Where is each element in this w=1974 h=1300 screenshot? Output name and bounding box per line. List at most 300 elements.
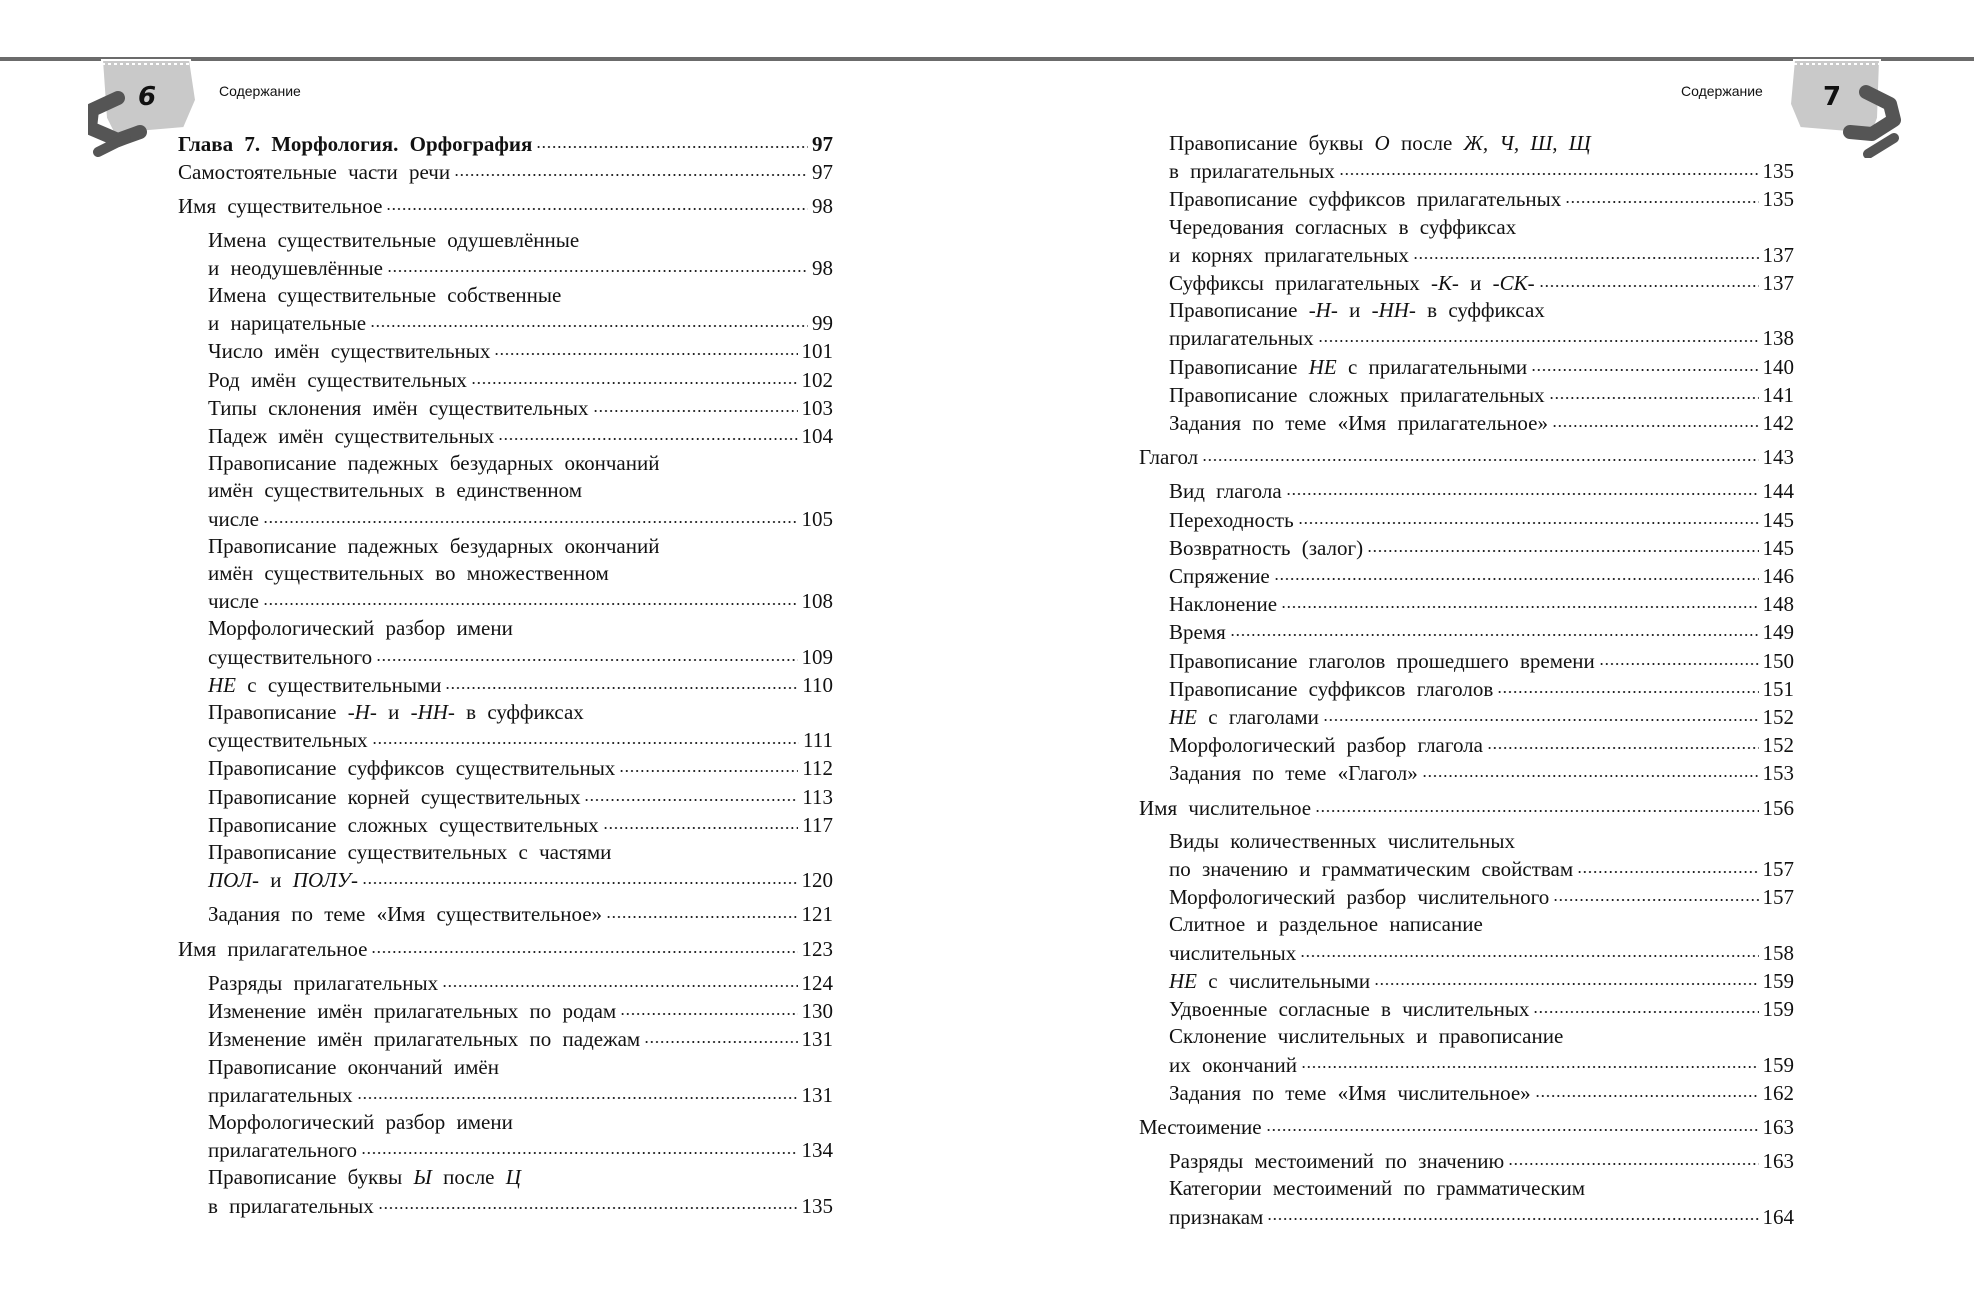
italic-term: НЕ xyxy=(208,672,236,697)
title-part: Суффиксы прилагательных xyxy=(1169,271,1431,296)
toc-section xyxy=(178,935,833,963)
dot-leader xyxy=(1539,269,1759,290)
dot-leader xyxy=(370,309,808,330)
toc-page-number: 137 xyxy=(1762,242,1794,267)
toc-entry-title: Местоимение xyxy=(1139,1114,1262,1139)
dot-leader xyxy=(1422,759,1759,780)
toc-entry-line xyxy=(1169,675,1794,703)
toc-entry xyxy=(1139,618,1794,646)
toc-entry-line xyxy=(208,394,833,422)
toc-page-number: 153 xyxy=(1762,761,1794,786)
toc-page-number: 163 xyxy=(1762,1114,1794,1139)
toc-entry-line xyxy=(1169,703,1794,731)
dot-leader xyxy=(1339,157,1759,178)
dot-leader xyxy=(593,394,798,415)
title-part: с прилагательными xyxy=(1336,354,1528,379)
dot-leader xyxy=(1374,967,1758,988)
toc-entry-line xyxy=(1169,647,1794,675)
toc-page-number: 124 xyxy=(801,970,833,995)
toc-entry-title: Имя прилагательное xyxy=(178,936,368,961)
toc-entry-line xyxy=(208,969,833,997)
toc-entry-line xyxy=(1169,506,1794,534)
toc-entry xyxy=(1139,477,1794,505)
dot-leader xyxy=(1300,939,1758,960)
toc-entry-title: Правописание существительных с частями xyxy=(208,840,612,865)
toc-entry-title: Чередования согласных в суффиксах xyxy=(1169,214,1517,239)
toc-entry-title: Правописание окончаний имён xyxy=(208,1054,499,1079)
toc-entry-line xyxy=(1169,1203,1794,1231)
italic-term: -НН- xyxy=(410,700,455,725)
toc-entry-line xyxy=(1169,939,1794,967)
toc-entry xyxy=(1139,967,1794,995)
dot-leader xyxy=(1274,562,1759,583)
toc-entry xyxy=(1139,185,1794,213)
toc-entry xyxy=(1139,675,1794,703)
toc-entry xyxy=(1139,647,1794,675)
left-toc-column xyxy=(178,130,833,1220)
toc-entry-line xyxy=(208,997,833,1025)
dot-leader xyxy=(1535,1079,1759,1100)
title-part: Правописание xyxy=(208,700,348,725)
toc-entry-line xyxy=(1169,241,1794,269)
toc-entry-title: существительного xyxy=(208,644,373,669)
toc-page-number: 142 xyxy=(1762,411,1794,436)
toc-page-number: 144 xyxy=(1762,479,1794,504)
toc-entry-line xyxy=(208,671,833,699)
dot-leader xyxy=(1367,534,1758,555)
toc-entry-title: Задания по теме «Имя прилагательное» xyxy=(1169,411,1548,436)
dot-leader xyxy=(603,811,799,832)
toc-entry-title: и неодушевлённые xyxy=(208,255,383,280)
toc-page-number: 112 xyxy=(802,756,833,781)
toc-entry xyxy=(178,533,833,616)
dot-leader xyxy=(644,1025,797,1046)
toc-page-number: 99 xyxy=(812,311,833,336)
dot-leader xyxy=(1202,443,1758,464)
title-part: после xyxy=(431,1165,506,1190)
toc-entry-title: имён существительных во множественном xyxy=(208,561,609,586)
toc-page-number: 150 xyxy=(1762,648,1794,673)
toc-entry xyxy=(1139,1175,1794,1230)
toc-page-number: 113 xyxy=(802,784,833,809)
toc-page-number: 164 xyxy=(1762,1204,1794,1229)
toc-page-number: 138 xyxy=(1762,326,1794,351)
toc-entry-title: Правописание суффиксов глаголов xyxy=(1169,676,1494,701)
toc-page-number: 121 xyxy=(801,902,833,927)
toc-entry xyxy=(178,969,833,997)
dot-leader xyxy=(606,900,797,921)
dot-leader xyxy=(1553,883,1758,904)
italic-term: -СК- xyxy=(1492,271,1535,296)
toc-entry-title: Задания по теме «Имя существительное» xyxy=(208,902,603,927)
dot-leader xyxy=(263,587,798,608)
dot-leader xyxy=(263,505,798,526)
dot-leader xyxy=(1315,794,1758,815)
italic-term: НЕ xyxy=(1308,354,1337,379)
toc-entry-line xyxy=(1169,1079,1794,1107)
toc-page-number: 104 xyxy=(801,424,833,449)
toc-page-number: 105 xyxy=(801,506,833,531)
toc-entry-line xyxy=(208,254,833,282)
dot-leader xyxy=(361,1136,797,1157)
toc-entry-line xyxy=(208,422,833,450)
toc-entry-title xyxy=(208,867,358,894)
dot-leader xyxy=(1298,506,1759,527)
italic-term: ПОЛ- xyxy=(208,868,260,893)
toc-entry xyxy=(178,839,833,894)
toc-entry xyxy=(178,671,833,699)
toc-entry-title: признакам xyxy=(1169,1204,1264,1229)
toc-entry xyxy=(1139,562,1794,590)
toc-entry-line xyxy=(1169,562,1794,590)
toc-entry-title: в прилагательных xyxy=(208,1193,374,1218)
toc-page-number: 146 xyxy=(1762,564,1794,589)
toc-entry-title: Правописание падежных безударных окончаний xyxy=(208,451,660,476)
toc-chapter xyxy=(178,130,833,158)
dot-leader xyxy=(1301,1051,1759,1072)
toc-page-number: 151 xyxy=(1762,676,1794,701)
toc-section xyxy=(1139,1113,1794,1141)
title-part: с глаголами xyxy=(1197,705,1319,730)
dot-leader xyxy=(1267,1203,1758,1224)
toc-entry-title: числе xyxy=(208,589,259,614)
toc-entry-line xyxy=(208,1025,833,1053)
toc-entry-title: числе xyxy=(208,506,259,531)
title-part: Правописание буквы xyxy=(1169,131,1375,155)
toc-page-number: 111 xyxy=(803,728,833,753)
toc-entry-line xyxy=(1139,794,1794,822)
toc-entry-line xyxy=(208,505,833,533)
toc-entry-title: Категории местоимений по грамматическим xyxy=(1169,1176,1585,1201)
toc-entry xyxy=(1139,506,1794,534)
toc-page-number: 109 xyxy=(801,644,833,669)
toc-entry xyxy=(1139,1147,1794,1175)
title-part: в суффиксах xyxy=(1415,298,1545,323)
toc-entry-title xyxy=(208,672,441,699)
toc-entry-title: Морфологический разбор глагола xyxy=(1169,733,1483,758)
toc-entry-line xyxy=(178,935,833,963)
toc-entry-line xyxy=(208,866,833,894)
toc-entry xyxy=(1139,353,1794,381)
title-part: и xyxy=(1458,271,1493,296)
toc-entry-title: Задания по теме «Имя числительное» xyxy=(1169,1080,1531,1105)
toc-entry-line xyxy=(208,1081,833,1109)
toc-entry-title: прилагательных xyxy=(1169,326,1314,351)
dot-leader xyxy=(619,754,798,775)
toc-page-number: 143 xyxy=(1762,445,1794,470)
toc-page-number: 108 xyxy=(801,589,833,614)
toc-entry-title xyxy=(1169,270,1535,297)
toc-entry-title xyxy=(1169,354,1527,381)
toc-page-number: 137 xyxy=(1762,271,1794,296)
toc-entry-line xyxy=(1169,731,1794,759)
dot-leader xyxy=(1549,381,1759,402)
italic-term: О xyxy=(1374,131,1390,155)
toc-entry xyxy=(1139,130,1794,185)
toc-entry-title: прилагательного xyxy=(208,1138,358,1163)
toc-entry-line xyxy=(1169,855,1794,883)
toc-entry-title: Имя числительное xyxy=(1139,795,1312,820)
toc-entry-line xyxy=(1169,297,1794,324)
dot-leader xyxy=(1533,995,1758,1016)
toc-entry-title: Задания по теме «Глагол» xyxy=(1169,761,1418,786)
toc-entry xyxy=(178,811,833,839)
italic-term: -НН- xyxy=(1371,298,1416,323)
toc-entry-line xyxy=(208,560,833,587)
toc-page-number: 162 xyxy=(1762,1080,1794,1105)
dot-leader xyxy=(387,254,808,275)
toc-entry-title: Глава 7. Морфология. Орфография xyxy=(178,132,533,156)
toc-entry-title: Слитное и раздельное написание xyxy=(1169,912,1483,937)
toc-entry-line xyxy=(208,337,833,365)
dot-leader xyxy=(1552,409,1759,430)
title-part: и xyxy=(376,700,411,725)
toc-page-number: 98 xyxy=(812,255,833,280)
toc-entry-title: Имена существительные собственные xyxy=(208,283,562,308)
dot-leader xyxy=(494,337,797,358)
toc-entry-title: Имена существительные одушевлённые xyxy=(208,227,580,252)
toc-page-number: 149 xyxy=(1762,620,1794,645)
toc-entry-title: Падеж имён существительных xyxy=(208,424,495,449)
italic-term: -К- xyxy=(1430,271,1459,296)
toc-entry xyxy=(1139,534,1794,562)
dot-leader xyxy=(371,935,797,956)
toc-entry xyxy=(178,1109,833,1164)
toc-entry-line xyxy=(208,533,833,560)
page-top-rule xyxy=(0,57,1974,61)
toc-entry xyxy=(178,366,833,394)
title-part: в суффиксах xyxy=(454,700,584,725)
toc-entry-line xyxy=(208,282,833,309)
dot-leader xyxy=(445,671,798,692)
toc-entry xyxy=(178,227,833,282)
toc-page-number: 131 xyxy=(801,1027,833,1052)
toc-entry-title: Вид глагола xyxy=(1169,479,1282,504)
toc-entry-title: их окончаний xyxy=(1169,1052,1297,1077)
toc-entry xyxy=(1139,703,1794,731)
dot-leader xyxy=(1413,241,1759,262)
toc-entry xyxy=(1139,828,1794,883)
toc-entry xyxy=(1139,883,1794,911)
toc-section xyxy=(178,158,833,186)
toc-page-number: 97 xyxy=(812,132,833,156)
toc-entry-line xyxy=(1169,911,1794,938)
toc-entry-line xyxy=(208,839,833,866)
toc-entry-title: Правописание падежных безударных окончаний xyxy=(208,533,660,558)
toc-entry-line xyxy=(1169,157,1794,185)
toc-page-number: 156 xyxy=(1762,795,1794,820)
right-page-number-tab xyxy=(1786,58,1901,163)
toc-entry xyxy=(178,422,833,450)
toc-entry-title: Род имён существительных xyxy=(208,367,467,392)
toc-entry xyxy=(178,1054,833,1109)
toc-page-number: 98 xyxy=(812,194,833,219)
dot-leader xyxy=(1508,1147,1758,1168)
toc-entry-line xyxy=(208,1054,833,1081)
toc-entry-title xyxy=(208,1165,521,1189)
toc-entry xyxy=(1139,381,1794,409)
toc-entry xyxy=(178,783,833,811)
toc-entry-title xyxy=(1169,968,1370,995)
italic-term: НЕ xyxy=(1169,968,1197,993)
toc-entry-title: Спряжение xyxy=(1169,564,1270,589)
italic-term: ПОЛУ- xyxy=(292,868,358,893)
toc-entry-title: Склонение числительных и правописание xyxy=(1169,1024,1564,1049)
toc-entry xyxy=(1139,1023,1794,1078)
toc-entry-line xyxy=(208,811,833,839)
toc-entry xyxy=(1139,731,1794,759)
title-part: Правописание xyxy=(1169,298,1309,323)
italic-term: -Н- xyxy=(1308,298,1338,323)
toc-entry-line xyxy=(208,754,833,782)
toc-entry-line xyxy=(1169,534,1794,562)
right-page-number: 7 xyxy=(1823,82,1842,112)
dot-leader xyxy=(498,422,797,443)
dot-leader xyxy=(1266,1113,1759,1134)
toc-page-number: 103 xyxy=(801,395,833,420)
toc-entry-line xyxy=(1169,759,1794,787)
dot-leader xyxy=(454,158,808,179)
toc-entry-title: Время xyxy=(1169,620,1226,645)
toc-entry-title: Самостоятельные части речи xyxy=(178,160,451,185)
dot-leader xyxy=(357,1081,798,1102)
toc-entry-title: Правописание сложных прилагательных xyxy=(1169,382,1545,407)
toc-section xyxy=(1139,794,1794,822)
toc-entry-line xyxy=(208,366,833,394)
toc-section xyxy=(1139,443,1794,471)
toc-page-number: 134 xyxy=(801,1138,833,1163)
toc-entry-title xyxy=(1169,298,1545,322)
toc-page-number: 163 xyxy=(1762,1149,1794,1174)
toc-entry-title: в прилагательных xyxy=(1169,159,1335,184)
dot-leader xyxy=(536,130,808,151)
toc-entry-line xyxy=(1169,1051,1794,1079)
toc-entry-title: Возвратность (залог) xyxy=(1169,535,1364,560)
toc-entry-line xyxy=(1169,828,1794,855)
toc-entry-title xyxy=(1169,131,1591,155)
dot-leader xyxy=(386,192,808,213)
toc-entry-line xyxy=(208,1109,833,1136)
toc-section xyxy=(178,192,833,220)
dot-leader xyxy=(1487,731,1759,752)
toc-entry xyxy=(178,699,833,754)
toc-entry-line xyxy=(1169,130,1794,157)
toc-entry-title: Глагол xyxy=(1139,445,1199,470)
toc-page-number: 145 xyxy=(1762,535,1794,560)
dot-leader xyxy=(378,1192,798,1213)
toc-entry-title: Правописание суффиксов существительных xyxy=(208,756,616,781)
dot-leader xyxy=(584,783,798,804)
toc-entry-title: Имя существительное xyxy=(178,194,383,219)
toc-entry-title: Наклонение xyxy=(1169,592,1278,617)
toc-entry-line xyxy=(1169,324,1794,352)
toc-entry-line xyxy=(1169,477,1794,505)
toc-entry-title: Разряды местоимений по значению xyxy=(1169,1149,1505,1174)
dot-leader xyxy=(362,866,798,887)
toc-entry-line xyxy=(178,158,833,186)
toc-entry-line xyxy=(1169,995,1794,1023)
toc-page-number: 157 xyxy=(1762,857,1794,882)
toc-entry-line xyxy=(178,130,833,158)
toc-entry-title: Морфологический разбор имени xyxy=(208,616,513,641)
right-toc-column xyxy=(1139,130,1794,1231)
toc-entry-title: Удвоенные согласные в числительных xyxy=(1169,997,1530,1022)
italic-term: Ц xyxy=(505,1165,521,1190)
toc-page-number: 120 xyxy=(801,868,833,893)
toc-entry-title: Правописание суффиксов прилагательных xyxy=(1169,187,1562,212)
toc-page-number: 148 xyxy=(1762,592,1794,617)
toc-entry-title: Разряды прилагательных xyxy=(208,970,439,995)
toc-entry-title: Изменение имён прилагательных по падежам xyxy=(208,1027,641,1052)
toc-entry-line xyxy=(208,783,833,811)
toc-entry-title: Правописание глаголов прошедшего времени xyxy=(1169,648,1595,673)
toc-entry-line xyxy=(208,450,833,477)
italic-term: НЕ xyxy=(1169,705,1197,730)
toc-entry-line xyxy=(1169,1147,1794,1175)
toc-entry xyxy=(178,1025,833,1053)
dot-leader xyxy=(1497,675,1758,696)
toc-entry xyxy=(178,282,833,337)
title-part: после xyxy=(1389,131,1464,155)
title-part: Правописание буквы xyxy=(208,1165,414,1190)
title-part: Правописание xyxy=(1169,354,1309,379)
toc-entry-line xyxy=(208,726,833,754)
toc-entry-line xyxy=(208,587,833,615)
toc-page-number: 130 xyxy=(801,999,833,1024)
dot-leader xyxy=(620,997,797,1018)
dot-leader xyxy=(442,969,797,990)
toc-entry-line xyxy=(1169,214,1794,241)
toc-entry-line xyxy=(208,309,833,337)
title-part: с числительными xyxy=(1197,968,1371,993)
dot-leader xyxy=(471,366,798,387)
toc-page-number: 140 xyxy=(1762,354,1794,379)
toc-entry xyxy=(178,754,833,782)
toc-entry-title: и нарицательные xyxy=(208,311,367,336)
toc-entry-line xyxy=(1169,590,1794,618)
toc-entry-line xyxy=(1169,883,1794,911)
toc-entry-title: Виды количественных числительных xyxy=(1169,828,1515,853)
toc-entry-title: по значению и грамматическим свойствам xyxy=(1169,857,1574,882)
dot-leader xyxy=(372,726,799,747)
toc-entry xyxy=(1139,911,1794,966)
dot-leader xyxy=(1531,353,1758,374)
toc-entry-line xyxy=(1169,967,1794,995)
toc-entry-title: Типы склонения имён существительных xyxy=(208,395,589,420)
dot-leader xyxy=(1599,647,1759,668)
toc-entry xyxy=(178,615,833,670)
toc-entry-line xyxy=(1169,1023,1794,1050)
dot-leader xyxy=(1565,185,1758,206)
toc-page-number: 152 xyxy=(1762,705,1794,730)
toc-page-number: 135 xyxy=(801,1193,833,1218)
toc-entry-line xyxy=(1169,409,1794,437)
toc-entry-title: Изменение имён прилагательных по родам xyxy=(208,999,617,1024)
toc-entry-line xyxy=(1169,353,1794,381)
toc-entry-line xyxy=(1169,1175,1794,1202)
toc-entry-title xyxy=(1169,704,1319,731)
toc-entry-title: Морфологический разбор числительного xyxy=(1169,885,1550,910)
toc-entry xyxy=(178,900,833,928)
toc-page-number: 131 xyxy=(801,1082,833,1107)
toc-entry xyxy=(178,394,833,422)
toc-entry xyxy=(1139,995,1794,1023)
toc-entry xyxy=(178,997,833,1025)
italic-term: Ж, Ч, Ш, Щ xyxy=(1463,131,1591,155)
toc-entry xyxy=(1139,214,1794,269)
dot-leader xyxy=(1323,703,1759,724)
toc-entry-title: и корнях прилагательных xyxy=(1169,242,1409,267)
